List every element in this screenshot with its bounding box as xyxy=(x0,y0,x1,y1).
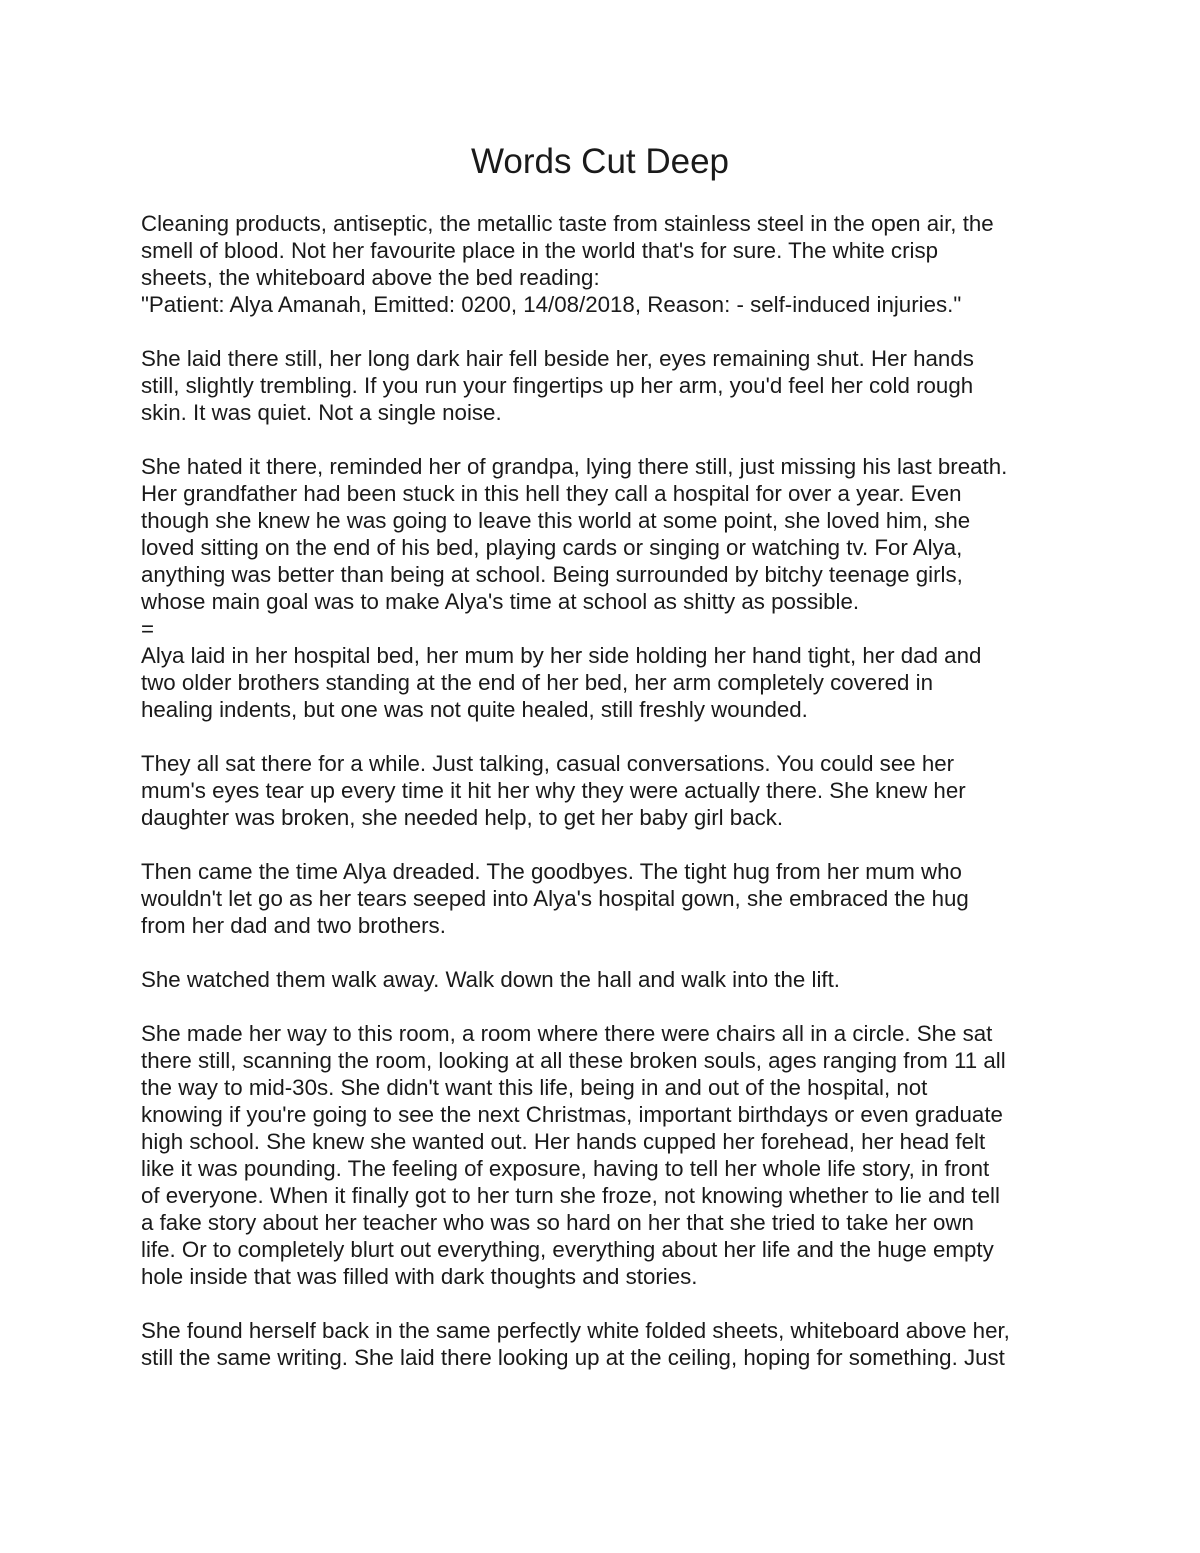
text-line: Her grandfather had been stuck in this hell they call a hospital for over a year. Even xyxy=(141,481,962,506)
text-line: knowing if you're going to see the next Christmas, important birthdays or even graduate xyxy=(141,1102,1003,1127)
text-line: Then came the time Alya dreaded. The goodbyes. The tight hug from her mum who xyxy=(141,859,962,884)
paragraph-6 xyxy=(141,966,1061,993)
text-line: a fake story about her teacher who was so hard on her that she tried to take her own xyxy=(141,1210,974,1235)
text-line: healing indents, but one was not quite healed, still freshly wounded. xyxy=(141,697,808,722)
text-line: She watched them walk away. Walk down the hall and walk into the lift. xyxy=(141,967,840,992)
paragraph-7 xyxy=(141,1020,1061,1290)
text-line: two older brothers standing at the end of her bed, her arm completely covered in xyxy=(141,670,933,695)
paragraph-3 xyxy=(141,453,1061,723)
text-line: sheets, the whiteboard above the bed reading: xyxy=(141,265,600,290)
text-line: Alya laid in her hospital bed, her mum by her side holding her hand tight, her dad and xyxy=(141,643,982,668)
text-line: whose main goal was to make Alya's time at school as shitty as possible. xyxy=(141,589,860,614)
text-line: mum's eyes tear up every time it hit her why they were actually there. She knew her xyxy=(141,778,966,803)
text-line: She hated it there, reminded her of grandpa, lying there still, just missing his last breath. xyxy=(141,454,1008,479)
text-line: = xyxy=(141,616,155,641)
text-line: "Patient: Alya Amanah, Emitted: 0200, 14/08/2018, Reason: - self-induced injuries." xyxy=(141,292,962,317)
text-line: though she knew he was going to leave this world at some point, she loved him, she xyxy=(141,508,971,533)
document-title: Words Cut Deep xyxy=(470,142,730,181)
text-line: life. Or to completely blurt out everything, everything about her life and the huge empty xyxy=(141,1237,994,1262)
text-line: skin. It was quiet. Not a single noise. xyxy=(141,400,502,425)
text-line: hole inside that was filled with dark thoughts and stories. xyxy=(141,1264,698,1289)
text-line: She made her way to this room, a room where there were chairs all in a circle. She sat xyxy=(141,1021,993,1046)
paragraph-8 xyxy=(141,1317,1061,1371)
text-line: like it was pounding. The feeling of exposure, having to tell her whole life story, in front xyxy=(141,1156,990,1181)
text-line: daughter was broken, she needed help, to get her baby girl back. xyxy=(141,805,784,830)
text-line: wouldn't let go as her tears seeped into Alya's hospital gown, she embraced the hug xyxy=(141,886,969,911)
text-line: They all sat there for a while. Just talking, casual conversations. You could see her xyxy=(141,751,955,776)
text-line: Cleaning products, antiseptic, the metallic taste from stainless steel in the open air, the xyxy=(141,211,994,236)
text-line: still, slightly trembling. If you run your fingertips up her arm, you'd feel her cold rough xyxy=(141,373,974,398)
text-line: still the same writing. She laid there looking up at the ceiling, hoping for something. Just xyxy=(141,1345,1005,1370)
text-line: there still, scanning the room, looking at all these broken souls, ages ranging from 11 all xyxy=(141,1048,1006,1073)
text-line: smell of blood. Not her favourite place in the world that's for sure. The white crisp xyxy=(141,238,939,263)
document-body xyxy=(141,210,1061,1371)
paragraph-1 xyxy=(141,210,1061,318)
text-line: She laid there still, her long dark hair fell beside her, eyes remaining shut. Her hands xyxy=(141,346,974,371)
paragraph-4 xyxy=(141,750,1061,831)
text-line: high school. She knew she wanted out. Her hands cupped her forehead, her head felt xyxy=(141,1129,986,1154)
text-line: anything was better than being at school. Being surrounded by bitchy teenage girls, xyxy=(141,562,963,587)
text-line: of everyone. When it finally got to her turn she froze, not knowing whether to lie and tell xyxy=(141,1183,1000,1208)
text-line: loved sitting on the end of his bed, playing cards or singing or watching tv. For Alya, xyxy=(141,535,963,560)
paragraph-5 xyxy=(141,858,1061,939)
text-line: from her dad and two brothers. xyxy=(141,913,446,938)
text-line: She found herself back in the same perfectly white folded sheets, whiteboard above her, xyxy=(141,1318,1010,1343)
paragraph-2 xyxy=(141,345,1061,426)
text-line: the way to mid-30s. She didn't want this life, being in and out of the hospital, not xyxy=(141,1075,928,1100)
